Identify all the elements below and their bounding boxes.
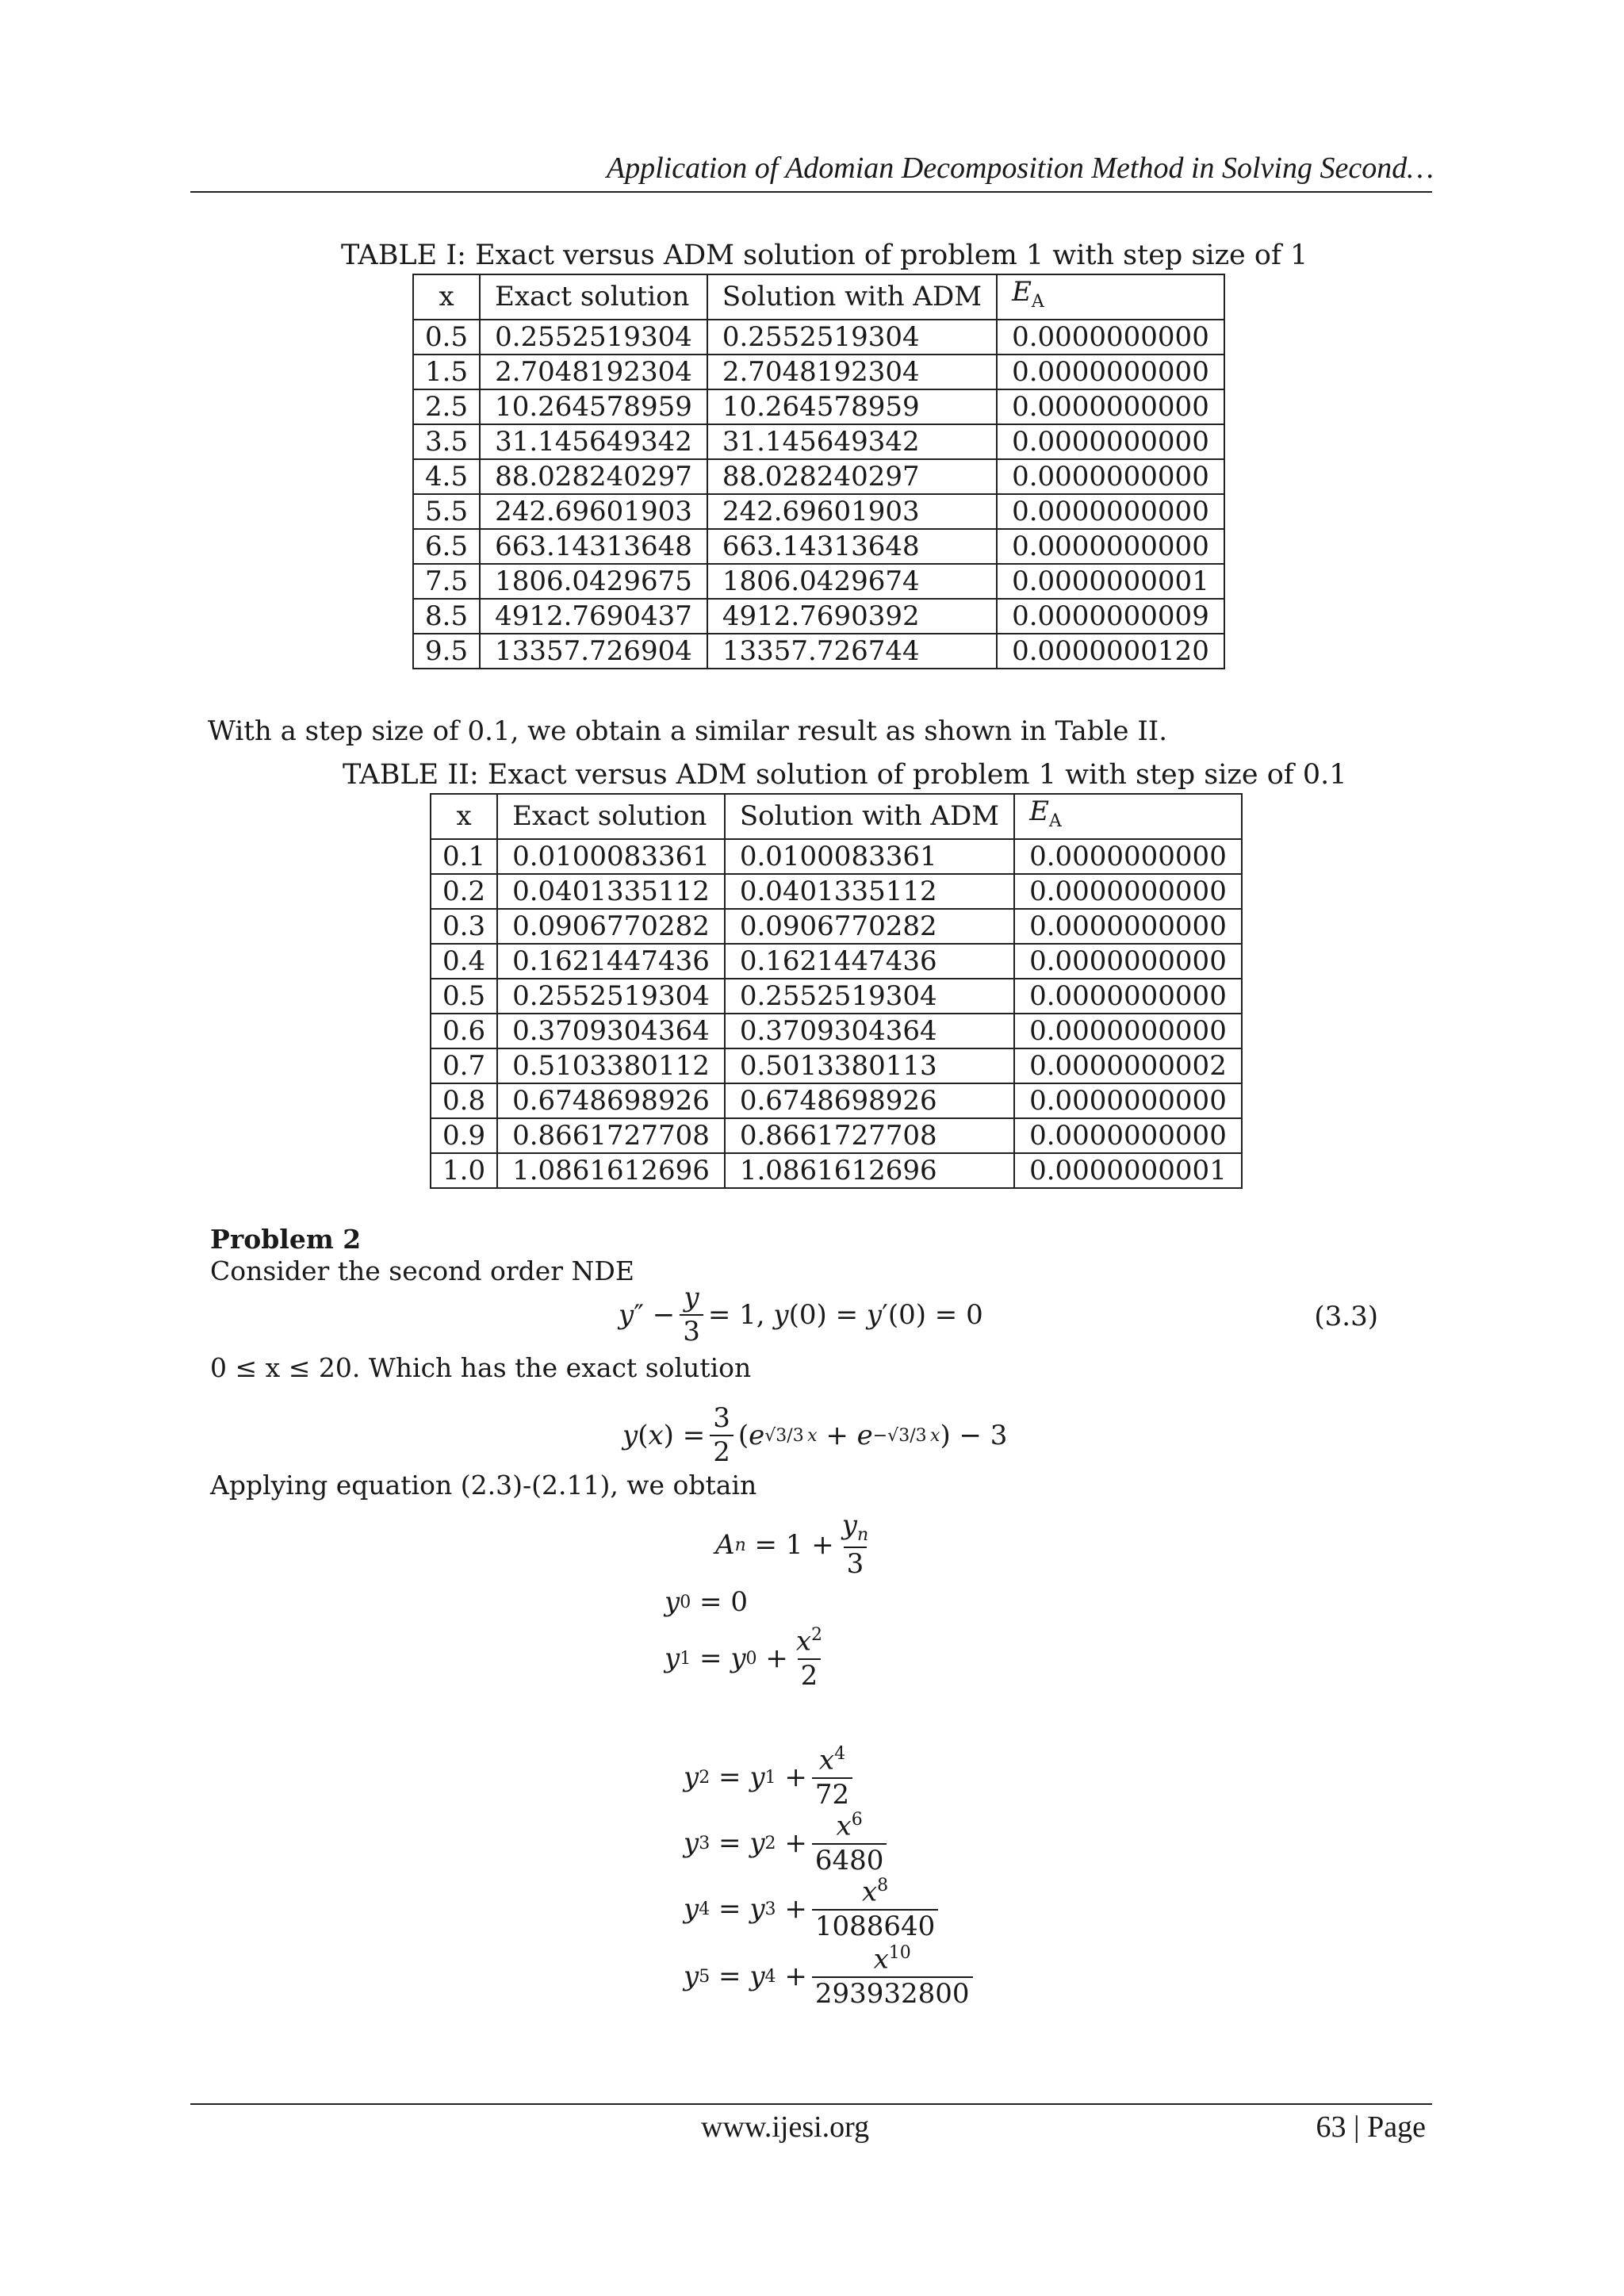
table1-cell-x: 0.5 bbox=[413, 320, 480, 355]
table1-cell-x: 3.5 bbox=[413, 424, 480, 459]
y5-formula: y 5 = y 4 + $\frac{x^{10}}{293932800}$ bbox=[684, 1944, 978, 2009]
y3-formula: y 3 = y 2 + $\frac{x^6}{6480}$ bbox=[684, 1811, 891, 1876]
adomian-polynomial-formula: A n = 1 + $\frac{y_n}{3}$ bbox=[715, 1509, 869, 1580]
table1-cell-adm: 88.028240297 bbox=[707, 459, 997, 494]
table1-row bbox=[413, 529, 1224, 564]
footer-page-number: 63 | Page bbox=[1316, 2110, 1426, 2144]
table2-row bbox=[431, 874, 1242, 909]
table1-cell-adm: 10.264578959 bbox=[707, 389, 997, 424]
table2-cell-adm: 0.0906770282 bbox=[725, 909, 1014, 944]
table2 bbox=[430, 793, 1243, 1189]
table2-row bbox=[431, 979, 1242, 1014]
table1-cell-error: 0.0000000000 bbox=[997, 494, 1224, 529]
table2-cell-exact: 0.2552519304 bbox=[497, 979, 725, 1014]
table1-cell-exact: 13357.726904 bbox=[480, 634, 707, 669]
table1-cell-x: 6.5 bbox=[413, 529, 480, 564]
table2-cell-error: 0.0000000000 bbox=[1014, 909, 1242, 944]
table2-cell-exact: 0.0100083361 bbox=[497, 839, 725, 874]
table2-cell-adm: 0.0100083361 bbox=[725, 839, 1014, 874]
table2-cell-x: 0.7 bbox=[431, 1048, 497, 1083]
table2-cell-adm: 0.2552519304 bbox=[725, 979, 1014, 1014]
table1-col-adm: Solution with ADM bbox=[707, 274, 997, 320]
table1-row bbox=[413, 355, 1224, 389]
table1-cell-exact: 2.7048192304 bbox=[480, 355, 707, 389]
table1-cell-error: 0.0000000000 bbox=[997, 389, 1224, 424]
table2-col-adm: Solution with ADM bbox=[725, 794, 1014, 839]
table2-cell-error: 0.0000000000 bbox=[1014, 1118, 1242, 1153]
table2-cell-error: 0.0000000001 bbox=[1014, 1153, 1242, 1188]
table2-row bbox=[431, 909, 1242, 944]
table1-header-row bbox=[413, 274, 1224, 320]
exact-solution-formula: y ( x ) = $\frac{3}{2}$ ( e √3/3 x + e −√3/3 x ) − 3 bbox=[622, 1402, 1008, 1469]
table1-cell-exact: 88.028240297 bbox=[480, 459, 707, 494]
table1-cell-x: 4.5 bbox=[413, 459, 480, 494]
table1-cell-exact: 1806.0429675 bbox=[480, 564, 707, 599]
table1-row bbox=[413, 564, 1224, 599]
table1-row bbox=[413, 599, 1224, 634]
table2-cell-exact: 0.0906770282 bbox=[497, 909, 725, 944]
table2-cell-exact: 0.0401335112 bbox=[497, 874, 725, 909]
table1-cell-error: 0.0000000009 bbox=[997, 599, 1224, 634]
table2-cell-error: 0.0000000000 bbox=[1014, 1014, 1242, 1048]
footer-website[interactable]: www.ijesi.org bbox=[701, 2110, 870, 2144]
table2-row bbox=[431, 944, 1242, 979]
table2-cell-x: 0.8 bbox=[431, 1083, 497, 1118]
table2-cell-adm: 1.0861612696 bbox=[725, 1153, 1014, 1188]
table2-cell-exact: 1.0861612696 bbox=[497, 1153, 725, 1188]
y1-formula: y 1 = y 0 + $\frac{x^2}{2}$ bbox=[665, 1625, 823, 1692]
table1-cell-adm: 4912.7690392 bbox=[707, 599, 997, 634]
header-rule bbox=[190, 191, 1432, 193]
applying-text: Applying equation (2.3)-(2.11), we obtain bbox=[210, 1470, 757, 1501]
table1-cell-x: 1.5 bbox=[413, 355, 480, 389]
table2-cell-x: 0.1 bbox=[431, 839, 497, 874]
table2-col-x: x bbox=[431, 794, 497, 839]
table1-cell-x: 9.5 bbox=[413, 634, 480, 669]
table1-cell-x: 2.5 bbox=[413, 389, 480, 424]
equation-number: (3.3) bbox=[1314, 1301, 1378, 1332]
table2-cell-adm: 0.1621447436 bbox=[725, 944, 1014, 979]
y0-formula: y 0 = 0 bbox=[665, 1586, 748, 1618]
table2-cell-error: 0.0000000000 bbox=[1014, 874, 1242, 909]
running-title: Application of Adomian Decomposition Method in Solving Second… bbox=[606, 151, 1434, 185]
table1 bbox=[412, 274, 1225, 669]
table2-col-exact: Exact solution bbox=[497, 794, 725, 839]
table2-cell-error: 0.0000000000 bbox=[1014, 1083, 1242, 1118]
table2-cell-adm: 0.5013380113 bbox=[725, 1048, 1014, 1083]
table1-row bbox=[413, 424, 1224, 459]
table2-cell-error: 0.0000000002 bbox=[1014, 1048, 1242, 1083]
table1-cell-exact: 31.145649342 bbox=[480, 424, 707, 459]
table1-cell-exact: 0.2552519304 bbox=[480, 320, 707, 355]
table1-cell-adm: 2.7048192304 bbox=[707, 355, 997, 389]
table2-cell-x: 0.5 bbox=[431, 979, 497, 1014]
table1-caption: TABLE I: Exact versus ADM solution of problem 1 with step size of 1 bbox=[341, 240, 1308, 271]
table1-cell-adm: 1806.0429674 bbox=[707, 564, 997, 599]
table1-cell-adm: 0.2552519304 bbox=[707, 320, 997, 355]
table1-cell-error: 0.0000000000 bbox=[997, 424, 1224, 459]
table1-cell-exact: 4912.7690437 bbox=[480, 599, 707, 634]
table2-row bbox=[431, 1048, 1242, 1083]
table2-cell-x: 0.2 bbox=[431, 874, 497, 909]
table1-cell-adm: 31.145649342 bbox=[707, 424, 997, 459]
table2-cell-exact: 0.6748698926 bbox=[497, 1083, 725, 1118]
table1-col-error: $E_A$ bbox=[997, 274, 1224, 320]
table1-cell-exact: 10.264578959 bbox=[480, 389, 707, 424]
table2-cell-adm: 0.3709304364 bbox=[725, 1014, 1014, 1048]
table2-cell-x: 0.9 bbox=[431, 1118, 497, 1153]
table2-cell-adm: 0.8661727708 bbox=[725, 1118, 1014, 1153]
problem2-heading: Problem 2 bbox=[210, 1224, 362, 1255]
table2-row bbox=[431, 1014, 1242, 1048]
table2-cell-x: 1.0 bbox=[431, 1153, 497, 1188]
table2-row bbox=[431, 1153, 1242, 1188]
table1-cell-error: 0.0000000000 bbox=[997, 529, 1224, 564]
table2-row bbox=[431, 1083, 1242, 1118]
table2-row bbox=[431, 839, 1242, 874]
table1-row bbox=[413, 634, 1224, 669]
table1-row bbox=[413, 494, 1224, 529]
table1-cell-error: 0.0000000001 bbox=[997, 564, 1224, 599]
y2-formula: y 2 = y 1 + $\frac{x^4}{72}$ bbox=[684, 1745, 857, 1810]
table2-cell-x: 0.6 bbox=[431, 1014, 497, 1048]
table1-cell-error: 0.0000000000 bbox=[997, 355, 1224, 389]
table1-col-exact: Exact solution bbox=[480, 274, 707, 320]
table1-cell-adm: 242.69601903 bbox=[707, 494, 997, 529]
table2-cell-error: 0.0000000000 bbox=[1014, 944, 1242, 979]
table1-row bbox=[413, 389, 1224, 424]
table2-cell-adm: 0.6748698926 bbox=[725, 1083, 1014, 1118]
table1-cell-error: 0.0000000120 bbox=[997, 634, 1224, 669]
table1-row bbox=[413, 320, 1224, 355]
table2-cell-exact: 0.5103380112 bbox=[497, 1048, 725, 1083]
table1-cell-x: 8.5 bbox=[413, 599, 480, 634]
y4-formula: y 4 = y 3 + $\frac{x^8}{1088640}$ bbox=[684, 1876, 943, 1941]
table2-cell-adm: 0.0401335112 bbox=[725, 874, 1014, 909]
table2-cell-exact: 0.3709304364 bbox=[497, 1014, 725, 1048]
table1-row bbox=[413, 459, 1224, 494]
table2-cell-x: 0.3 bbox=[431, 909, 497, 944]
table2-row bbox=[431, 1118, 1242, 1153]
table1-cell-x: 5.5 bbox=[413, 494, 480, 529]
table1-cell-exact: 242.69601903 bbox=[480, 494, 707, 529]
table2-cell-error: 0.0000000000 bbox=[1014, 979, 1242, 1014]
table2-cell-exact: 0.1621447436 bbox=[497, 944, 725, 979]
table2-caption: TABLE II: Exact versus ADM solution of problem 1 with step size of 0.1 bbox=[343, 759, 1347, 791]
table1-cell-error: 0.0000000000 bbox=[997, 320, 1224, 355]
table1-cell-error: 0.0000000000 bbox=[997, 459, 1224, 494]
equation-3-3: y ″ − $\frac{y}{3}$ = 1, y (0) = y ′(0) = 0 bbox=[619, 1282, 983, 1348]
table1-cell-adm: 663.14313648 bbox=[707, 529, 997, 564]
table2-cell-error: 0.0000000000 bbox=[1014, 839, 1242, 874]
footer-rule bbox=[190, 2103, 1432, 2105]
table2-header-row bbox=[431, 794, 1242, 839]
table1-col-x: x bbox=[413, 274, 480, 320]
table1-cell-x: 7.5 bbox=[413, 564, 480, 599]
table1-cell-adm: 13357.726744 bbox=[707, 634, 997, 669]
table1-cell-exact: 663.14313648 bbox=[480, 529, 707, 564]
domain-statement: 0 ≤ x ≤ 20. Which has the exact solution bbox=[210, 1352, 752, 1383]
table2-col-error: $E_A$ bbox=[1014, 794, 1242, 839]
table2-cell-x: 0.4 bbox=[431, 944, 497, 979]
paragraph-step-size: With a step size of 0.1, we obtain a similar result as shown in Table II. bbox=[208, 715, 1168, 747]
problem2-intro: Consider the second order NDE bbox=[210, 1255, 634, 1286]
table2-cell-exact: 0.8661727708 bbox=[497, 1118, 725, 1153]
